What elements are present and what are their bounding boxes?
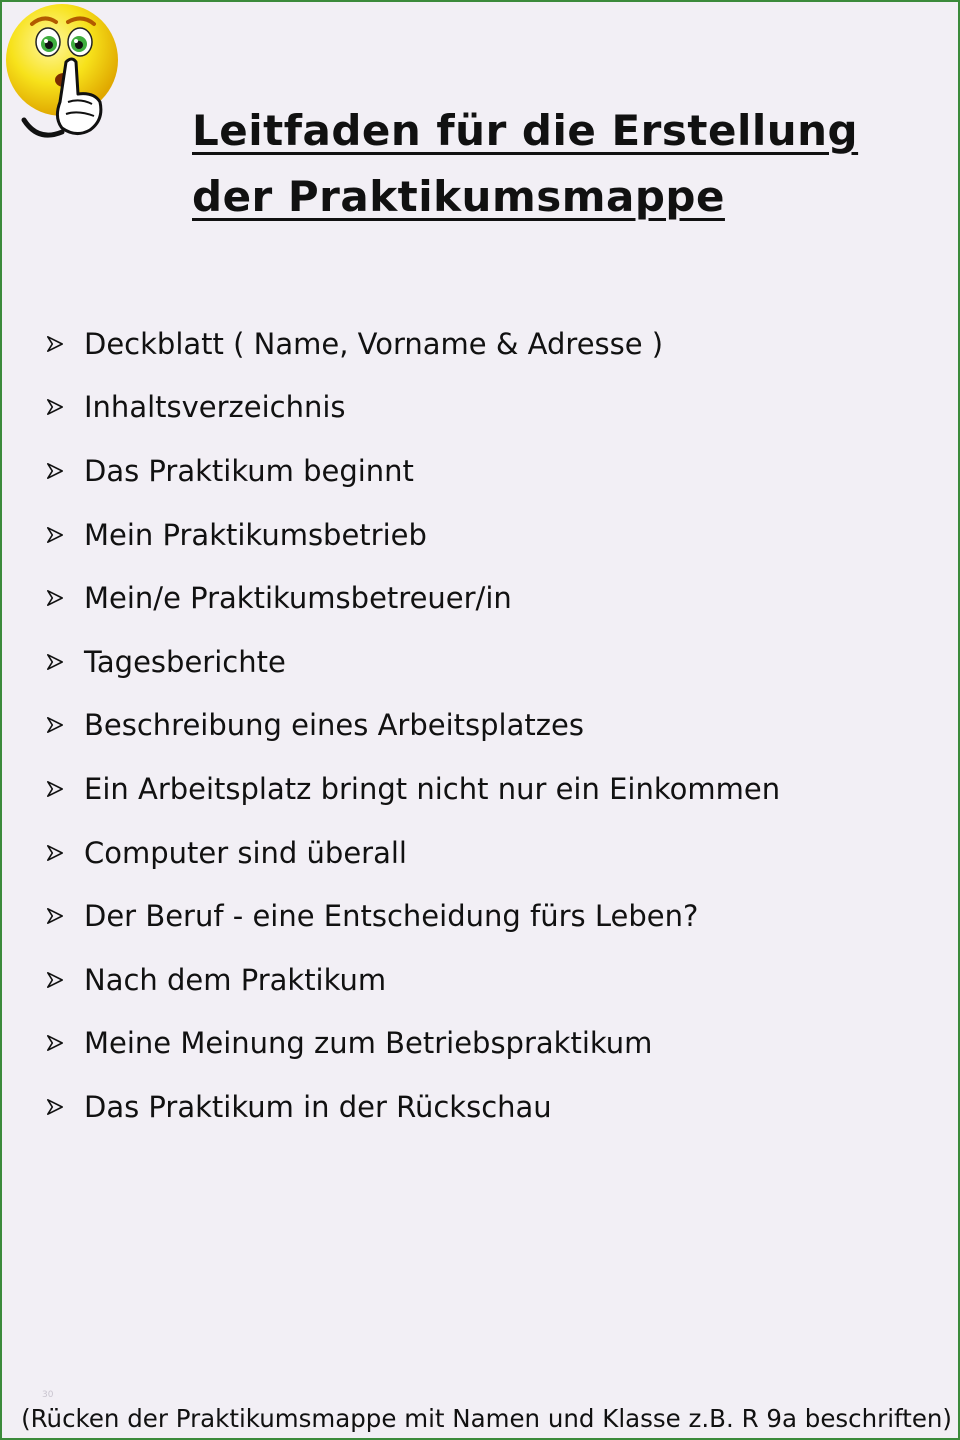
list-item-text: Nach dem Praktikum [84, 962, 387, 997]
document-title [192, 98, 932, 230]
arrowhead-bullet-icon [46, 526, 84, 544]
arrowhead-bullet-icon [46, 462, 84, 480]
arrowhead-bullet-icon [46, 1098, 84, 1116]
title-line-1: Leitfaden für die Erstellung [192, 106, 859, 155]
arrowhead-bullet-icon [46, 907, 84, 925]
list-item [46, 757, 780, 821]
thinking-smiley-icon [2, 2, 132, 152]
list-item [46, 821, 780, 885]
footer-note: (Rücken der Praktikumsmappe mit Namen und Klasse z.B. R 9a beschriften) [21, 1404, 952, 1433]
arrowhead-bullet-icon [46, 653, 84, 671]
list-item [46, 1012, 780, 1076]
arrowhead-bullet-icon [46, 780, 84, 798]
list-item-text: Mein/e Praktikumsbetreuer/in [84, 581, 512, 616]
arrowhead-bullet-icon [46, 971, 84, 989]
arrowhead-bullet-icon [46, 716, 84, 734]
list-item-text: Inhaltsverzeichnis [84, 390, 346, 425]
list-item [46, 566, 780, 630]
list-item [46, 376, 780, 440]
list-item-text: Der Beruf - eine Entscheidung fürs Leben? [84, 899, 699, 934]
list-item-text: Meine Meinung zum Betriebspraktikum [84, 1026, 653, 1061]
list-item [46, 694, 780, 758]
contents-list [46, 312, 780, 1139]
list-item-text: Beschreibung eines Arbeitsplatzes [84, 708, 584, 743]
arrowhead-bullet-icon [46, 844, 84, 862]
list-item-text: Das Praktikum beginnt [84, 453, 414, 488]
list-item [46, 1075, 780, 1139]
list-item-text: Ein Arbeitsplatz bringt nicht nur ein Einkommen [84, 771, 781, 806]
page-mark: 30 [42, 1390, 54, 1400]
list-item [46, 630, 780, 694]
list-item [46, 884, 780, 948]
list-item-text: Computer sind überall [84, 835, 407, 870]
arrowhead-bullet-icon [46, 1034, 84, 1052]
arrowhead-bullet-icon [46, 398, 84, 416]
list-item-text: Tagesberichte [84, 644, 286, 679]
list-item-text: Das Praktikum in der Rückschau [84, 1089, 552, 1124]
list-item [46, 312, 780, 376]
list-item-text: Mein Praktikumsbetrieb [84, 517, 427, 552]
list-item [46, 503, 780, 567]
list-item [46, 439, 780, 503]
title-line-2: der Praktikumsmappe [192, 172, 725, 221]
arrowhead-bullet-icon [46, 589, 84, 607]
list-item [46, 948, 780, 1012]
list-item-text: Deckblatt ( Name, Vorname & Adresse ) [84, 326, 664, 361]
arrowhead-bullet-icon [46, 335, 84, 353]
